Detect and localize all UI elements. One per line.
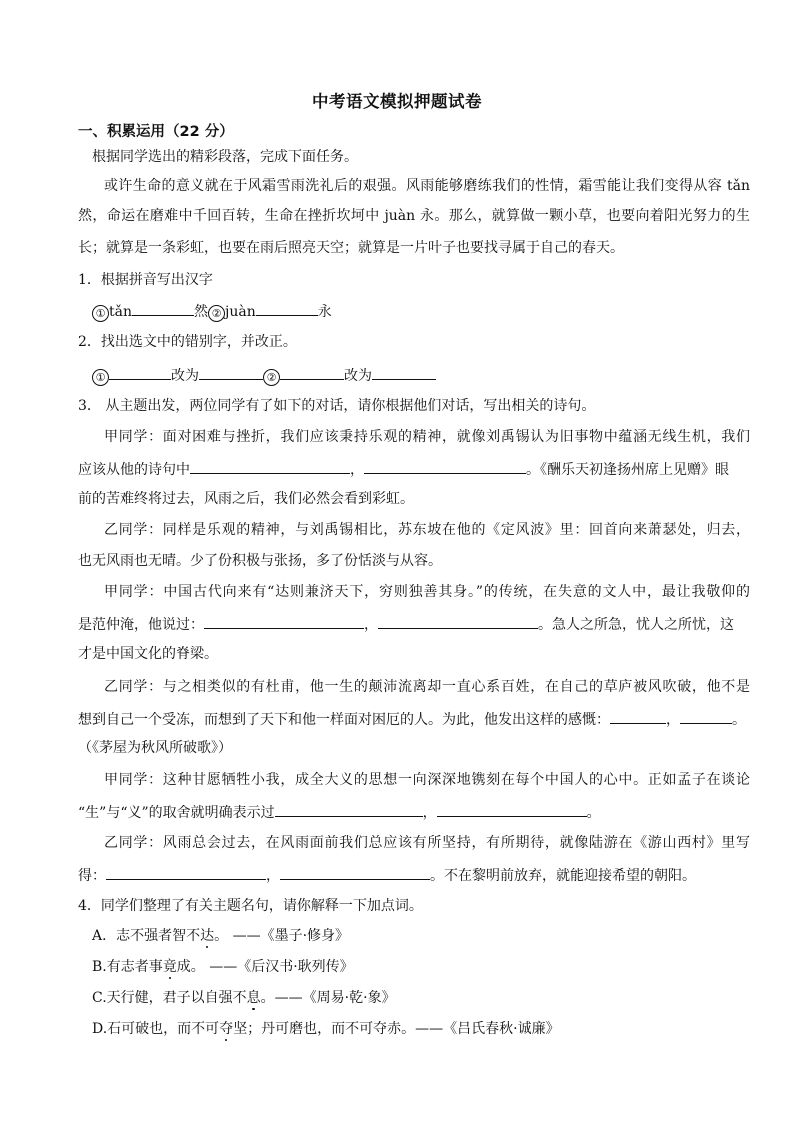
q1-answers <box>92 300 750 322</box>
text: 坚；丹可磨也，而不可夺赤。——《吕氏春秋·诚廉》 <box>233 1021 560 1037</box>
dialogue-a1-line-1: 甲同学：面对困难与挫折，我们应该秉持乐观的精神，就像刘禹锡认为旧事物中蕴涵无线生机，我们 <box>104 429 750 445</box>
suffix-char: 永 <box>317 304 332 320</box>
dialogue-b3-line-1: 乙同学：风雨总会过去，在风雨面前我们总应该有所坚持，有所期待，就像陆游在《游山西村》里写 <box>104 835 750 851</box>
dialogue-a2-line-2 <box>78 613 750 635</box>
text: ， <box>266 868 280 884</box>
q4-stem: 4．同学们整理了有关主题名句，请你解释一下加点词。 <box>78 898 423 914</box>
change-label: 改为 <box>344 368 372 384</box>
text: ， <box>350 462 364 478</box>
text: ， <box>666 712 680 728</box>
text: 。《酬乐天初逢扬州席上见赠》眼 <box>526 462 729 478</box>
answer-blank[interactable] <box>280 364 344 380</box>
q3-stem: 3． 从主题出发，两位同学有了如下的对话，请你根据他们对话，写出相关的诗句。 <box>78 398 596 414</box>
passage-line-3: 长；就算是一条彩虹，也要在雨后照亮天空；就算是一片叶子也要找寻属于自己的春天。 <box>78 240 624 256</box>
dialogue-b1-line-2: 也无风雨也无晴。少了份积极与张扬，多了份恬淡与从容。 <box>78 553 442 569</box>
text: 成。 ——《后汉书·耿列传》 <box>176 959 354 975</box>
pinyin: juàn <box>225 304 256 320</box>
pinyin: tǎn <box>109 304 132 320</box>
text: ， <box>364 617 378 633</box>
passage-line-1: 或许生命的意义就在于风霜雪雨洗礼后的艰强。风雨能够磨练我们的性情，霜雪能让我们变得从容 tǎn <box>104 178 750 194</box>
item-number: ② <box>263 369 280 386</box>
text: 。急人之所急，忧人之所忧，这 <box>538 617 734 633</box>
item-number: ① <box>92 369 109 386</box>
dotted-word: 息 <box>246 990 261 1006</box>
answer-blank[interactable] <box>280 864 430 880</box>
q4-option-c <box>92 988 750 1008</box>
text: C.天行健，君子以自强不 <box>92 990 247 1006</box>
answer-blank[interactable] <box>190 458 350 474</box>
dotted-word: 达 <box>200 928 215 944</box>
q4-option-d <box>92 1019 750 1039</box>
text: 。 ——《墨子·修身》 <box>214 928 350 944</box>
text: D.石可破也，而不可 <box>92 1021 220 1037</box>
change-label: 改为 <box>171 368 199 384</box>
text: 得： <box>78 868 106 884</box>
intro-text: 根据同学选出的精彩段落，完成下面任务。 <box>92 149 358 165</box>
section-heading: 一、积累运用（22 分） <box>78 124 234 140</box>
answer-blank[interactable] <box>610 708 666 724</box>
text: 。不在黎明前放弃，就能迎接希望的朝阳。 <box>430 868 696 884</box>
text: 应该从他的诗句中 <box>78 462 190 478</box>
answer-blank[interactable] <box>680 708 732 724</box>
dialogue-a3-line-2 <box>78 801 750 823</box>
answer-blank[interactable] <box>256 300 318 316</box>
dialogue-a3-line-1: 甲同学：这种甘愿牺牲小我，成全大义的思想一向深深地镌刻在每个中国人的心中。正如孟子在谈论 <box>104 772 750 788</box>
dialogue-a1-line-2 <box>78 458 750 480</box>
dialogue-a2-line-3: 才是中国文化的脊梁。 <box>78 646 218 662</box>
text: 是范仲淹，他说过： <box>78 617 204 633</box>
answer-blank[interactable] <box>364 458 526 474</box>
text: ， <box>422 805 437 821</box>
answer-blank[interactable] <box>378 613 538 629</box>
answer-blank[interactable] <box>275 801 423 817</box>
q2-stem: 2．找出选文中的错别字，并改正。 <box>78 334 297 350</box>
answer-blank[interactable] <box>199 364 263 380</box>
text: A．志不强者智不 <box>92 928 201 944</box>
answer-blank[interactable] <box>109 364 171 380</box>
text: “生”与“义”的取舍就明确表示过 <box>78 805 275 821</box>
answer-blank[interactable] <box>204 613 364 629</box>
answer-blank[interactable] <box>106 864 266 880</box>
dialogue-b2-line-2 <box>78 708 750 730</box>
q1-stem: 1．根据拼音写出汉字 <box>78 272 213 288</box>
item-number: ② <box>208 305 225 322</box>
q2-answers <box>92 364 750 386</box>
answer-blank[interactable] <box>437 801 587 817</box>
dialogue-b3-line-2 <box>78 864 750 886</box>
answer-blank[interactable] <box>372 364 436 380</box>
text: 。 <box>732 712 746 728</box>
dialogue-b2-line-1: 乙同学：与之相类似的有杜甫，他一生的颠沛流离却一直心系百姓，在自己的草庐被风吹破，他不是 <box>104 679 750 695</box>
page-title: 中考语文模拟押题试卷 <box>312 92 482 111</box>
text: B.有志者事 <box>92 959 163 975</box>
item-number: ① <box>92 305 109 322</box>
dialogue-a1-line-3: 前的苦难终将过去，风雨之后，我们必然会看到彩虹。 <box>78 491 414 507</box>
q4-option-a <box>92 926 750 946</box>
answer-blank[interactable] <box>132 300 194 316</box>
dotted-word: 竟 <box>162 959 177 975</box>
text: 想到自己一个受冻，而想到了天下和他一样面对困厄的人。为此，他发出这样的感慨： <box>78 712 610 728</box>
dialogue-b1-line-1: 乙同学：同样是乐观的精神，与刘禹锡相比，苏东坡在他的《定风波》里：回首向来萧瑟处，归去， <box>104 522 750 538</box>
passage-line-2: 然，命运在磨难中千回百转，生命在挫折坎坷中 juàn 永。那么，就算做一颗小草，也要向着阳光努力的生 <box>78 208 750 224</box>
dotted-word: 夺 <box>219 1021 234 1037</box>
q4-option-b <box>92 957 750 977</box>
suffix-char: 然 <box>194 304 208 320</box>
text: 。——《周易·乾·象》 <box>260 990 396 1006</box>
text: 。 <box>586 805 601 821</box>
dialogue-b2-line-3: （《茅屋为秋风所破歌》） <box>78 740 232 756</box>
dialogue-a2-line-1: 甲同学：中国古代向来有“达则兼济天下，穷则独善其身。”的传统，在失意的文人中，最让我敬仰的 <box>104 584 750 600</box>
